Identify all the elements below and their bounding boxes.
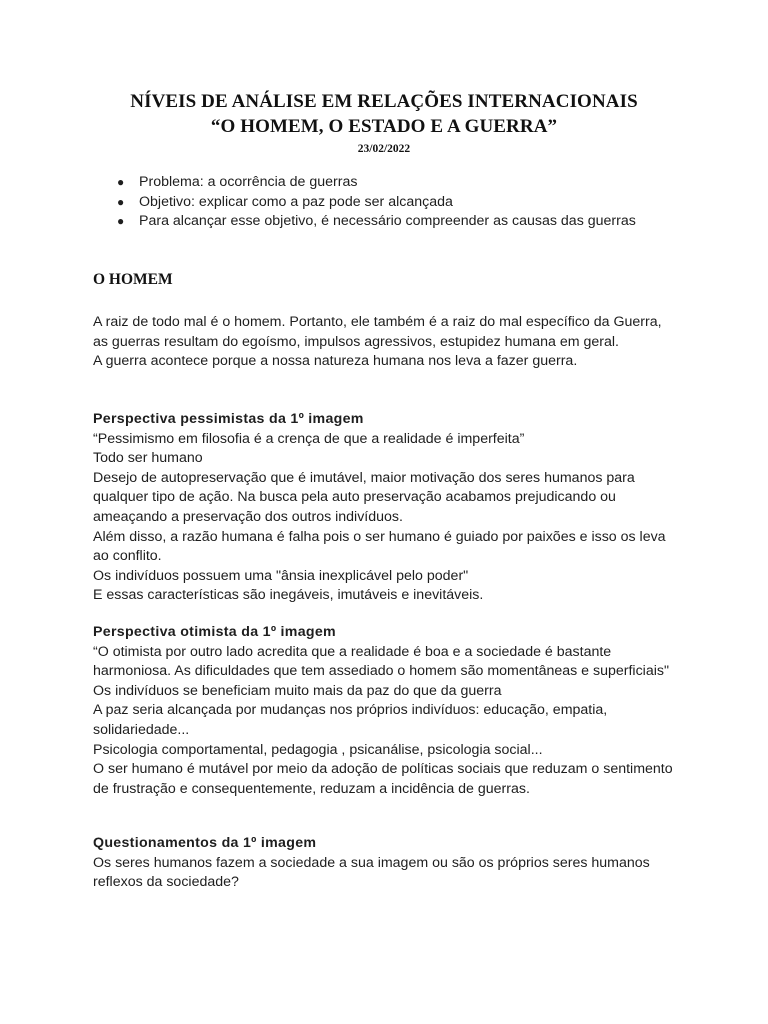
paragraph: Os indivíduos possuem uma "ânsia inexplicável pelo poder" bbox=[93, 567, 469, 584]
bullet-item bbox=[93, 212, 673, 232]
intro-paragraphs bbox=[93, 313, 673, 372]
questions-section bbox=[93, 834, 673, 893]
paragraph: A paz seria alcançada por mudanças nos próprios indivíduos: educação, empatia, solidariedade... bbox=[93, 702, 608, 738]
paragraph: Além disso, a razão humana é falha pois o ser humano é guiado por paixões e isso os leva ao conflito. bbox=[93, 528, 666, 565]
bullet-text: Objetivo: explicar como a paz pode ser alcançada bbox=[139, 193, 453, 210]
paragraph: Desejo de autopreservação que é imutável, maior motivação dos seres humanos para qualquer tipo de ação. Na busca pela auto preservação acabamos prejudicando ou ameaçando a preservação dos outros indivíduos. bbox=[93, 469, 635, 525]
bullet-text: Problema: a ocorrência de guerras bbox=[139, 174, 358, 190]
paragraph: Psicologia comportamental, pedagogia , psicanálise, psicologia social... bbox=[93, 741, 543, 758]
paragraph: E essas características são inegáveis, imutáveis e inevitáveis. bbox=[93, 587, 484, 604]
section-heading: O HOMEM bbox=[93, 271, 173, 288]
paragraph: O ser humano é mutável por meio da adoção de políticas sociais que reduzam o sentimento de frustração e consequentemente, reduzam a incidência de guerras. bbox=[93, 761, 673, 797]
paragraph: Os seres humanos fazem a sociedade a sua imagem ou são os próprios seres humanos reflexos da sociedade? bbox=[93, 854, 650, 891]
bullet-icon: ● bbox=[117, 214, 125, 229]
bullet-icon: ● bbox=[117, 175, 125, 189]
pessimist-section bbox=[93, 410, 673, 606]
bullet-item bbox=[93, 193, 673, 213]
document-date: 23/02/2022 bbox=[357, 143, 411, 155]
bullet-item bbox=[93, 173, 673, 193]
bullet-list bbox=[93, 173, 673, 232]
bullet-icon: ● bbox=[117, 194, 125, 209]
optimist-section bbox=[93, 623, 673, 799]
subsection-heading: Perspectiva otimista da 1º imagem bbox=[93, 624, 336, 640]
bullet-text: Para alcançar esse objetivo, é necessário compreender as causas das guerras bbox=[139, 213, 636, 230]
document-title: NÍVEIS DE ANÁLISE EM RELAÇÕES INTERNACIONAIS bbox=[130, 91, 638, 112]
paragraph: “Pessimismo em filosofia é a crença de que a realidade é imperfeita” bbox=[93, 430, 525, 447]
subsection-heading: Questionamentos da 1º imagem bbox=[93, 835, 317, 851]
paragraph: Os indivíduos se beneficiam muito mais da paz do que da guerra bbox=[93, 682, 502, 699]
document-subtitle: “O HOMEM, O ESTADO E A GUERRA” bbox=[210, 116, 558, 137]
document-title-block bbox=[0, 89, 768, 157]
paragraph: “O otimista por outro lado acredita que a realidade é boa e a sociedade é bastante harmoniosa. As dificuldades que tem assediado o homem são momentâneas e superficiais" bbox=[93, 643, 670, 680]
subsection-heading: Perspectiva pessimistas da 1º imagem bbox=[93, 411, 364, 427]
paragraph: A guerra acontece porque a nossa natureza humana nos leva a fazer guerra. bbox=[93, 353, 578, 370]
paragraph: A raiz de todo mal é o homem. Portanto, ele também é a raiz do mal específico da Guerra, as guerras resultam do egoísmo, impulsos agressivos, estupidez humana em geral. bbox=[93, 314, 662, 350]
paragraph: Todo ser humano bbox=[93, 450, 203, 467]
